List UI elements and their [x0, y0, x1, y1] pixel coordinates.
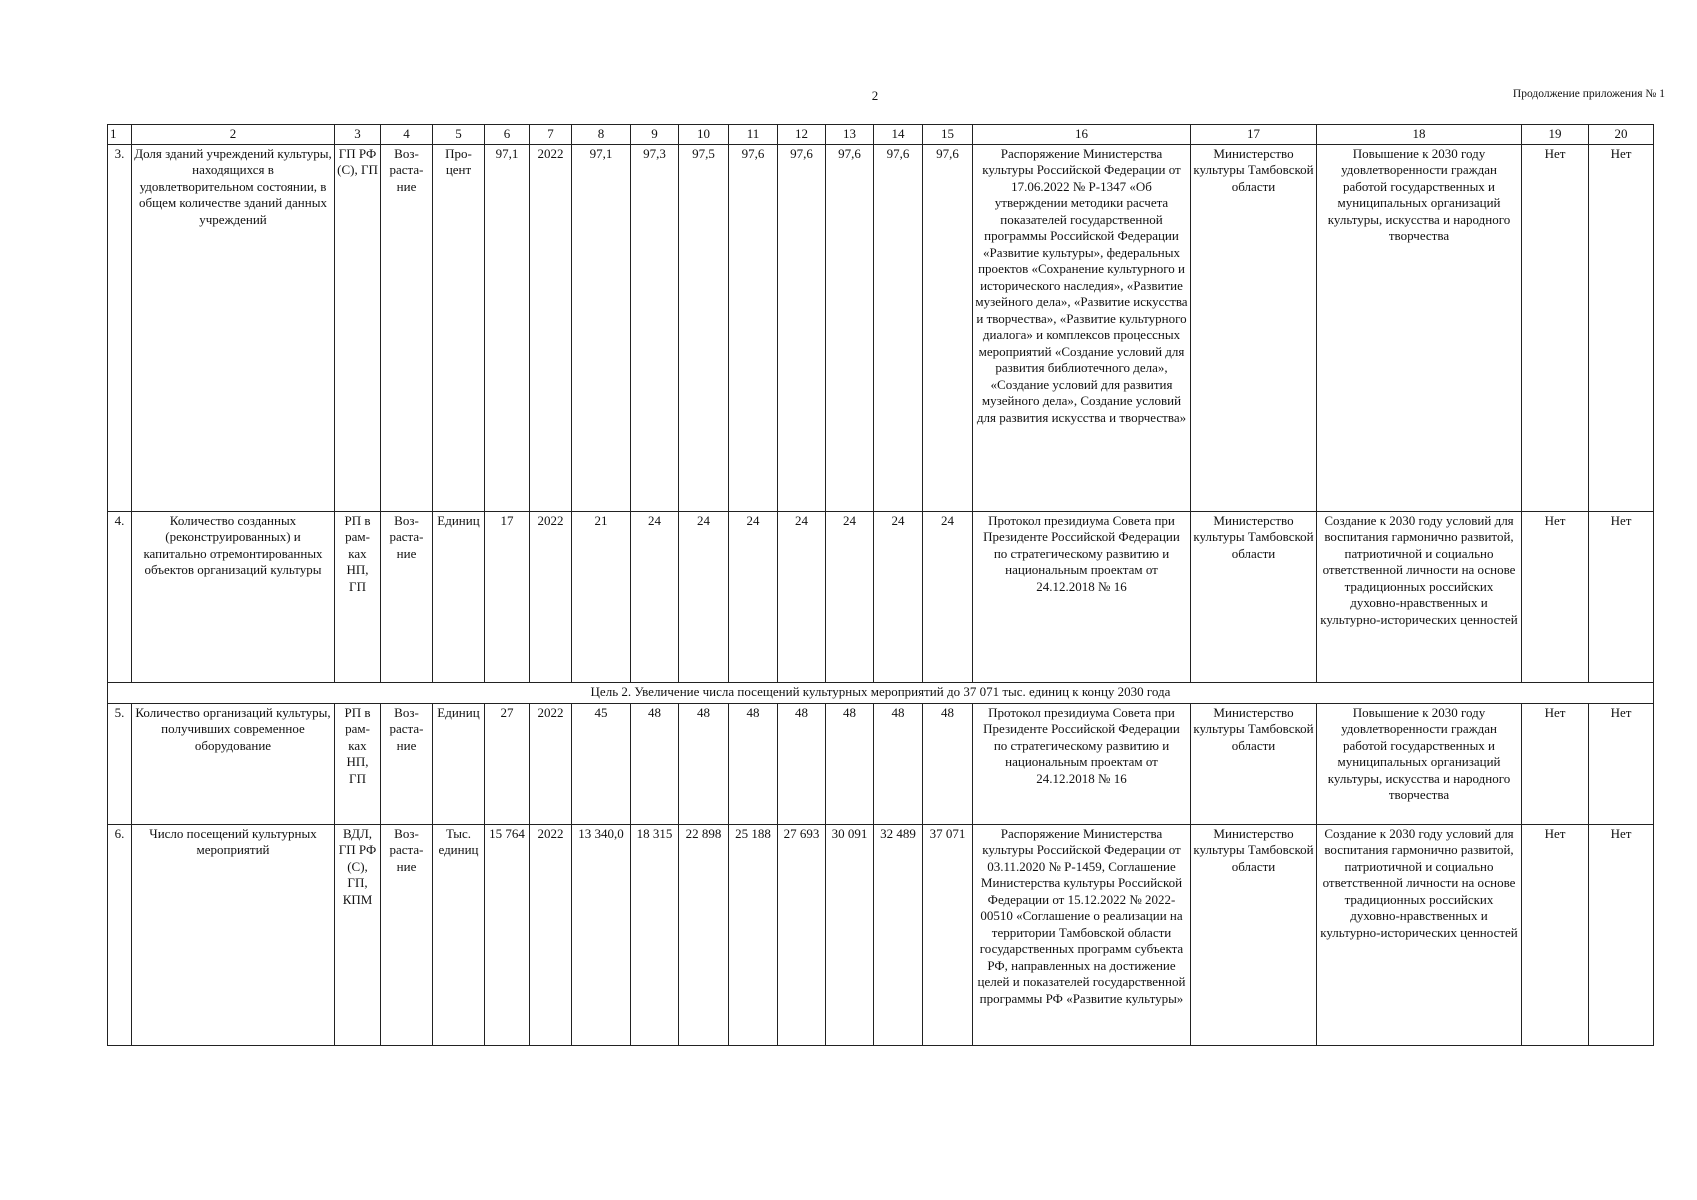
- year-value: 37 071: [923, 824, 973, 1045]
- national-goal-link: Повышение к 2030 году удовлетворенности граждан работой государственных и муниципальных организаций культуры, искусства и народного творчества: [1317, 144, 1522, 511]
- year-value: 48: [826, 703, 874, 824]
- column-header: 17: [1191, 125, 1317, 145]
- year-value: 25 188: [729, 824, 778, 1045]
- row-number: 6.: [108, 824, 132, 1045]
- year-value: 48: [631, 703, 679, 824]
- indicator-trend: Воз-раста-ние: [381, 824, 433, 1045]
- indicator-unit: Про-цент: [433, 144, 485, 511]
- year-value: 24: [679, 511, 729, 682]
- year-value: 97,6: [874, 144, 923, 511]
- col-20-value: Нет: [1589, 511, 1654, 682]
- indicator-trend: Воз-раста-ние: [381, 703, 433, 824]
- column-header: 3: [335, 125, 381, 145]
- goal-heading: Цель 2. Увеличение числа посещений культурных мероприятий до 37 071 тыс. единиц к концу 2030 года: [108, 682, 1654, 703]
- col-20-value: Нет: [1589, 824, 1654, 1045]
- indicator-name: Число посещений культурных мероприятий: [132, 824, 335, 1045]
- year-value: 48: [923, 703, 973, 824]
- base-year: 2022: [530, 511, 572, 682]
- column-header: 9: [631, 125, 679, 145]
- year-value: 24: [826, 511, 874, 682]
- row-number: 5.: [108, 703, 132, 824]
- base-value: 27: [485, 703, 530, 824]
- year-value: 24: [729, 511, 778, 682]
- column-header: 10: [679, 125, 729, 145]
- source-document: Протокол президиума Совета при Президенте Российской Федерации по стратегическому развитию и национальным проектам от 24.12.2018 № 16: [973, 703, 1191, 824]
- column-header: 6: [485, 125, 530, 145]
- year-value: 13 340,0: [572, 824, 631, 1045]
- indicators-table: [107, 124, 1654, 1046]
- year-value: 27 693: [778, 824, 826, 1045]
- table-row: [108, 511, 1654, 682]
- year-value: 21: [572, 511, 631, 682]
- indicator-unit: Единиц: [433, 703, 485, 824]
- row-number: 4.: [108, 511, 132, 682]
- source-document: Протокол президиума Совета при Президенте Российской Федерации по стратегическому развитию и национальным проектам от 24.12.2018 № 16: [973, 511, 1191, 682]
- year-value: 45: [572, 703, 631, 824]
- column-header: 4: [381, 125, 433, 145]
- year-value: 97,1: [572, 144, 631, 511]
- base-value: 97,1: [485, 144, 530, 511]
- appendix-note: Продолжение приложения № 1: [1512, 88, 1665, 100]
- year-value: 97,6: [729, 144, 778, 511]
- indicator-unit: Единиц: [433, 511, 485, 682]
- year-value: 97,3: [631, 144, 679, 511]
- year-value: 97,6: [923, 144, 973, 511]
- year-value: 18 315: [631, 824, 679, 1045]
- column-header: 8: [572, 125, 631, 145]
- table-row: [108, 824, 1654, 1045]
- year-value: 32 489: [874, 824, 923, 1045]
- year-value: 48: [729, 703, 778, 824]
- col-19-value: Нет: [1522, 824, 1589, 1045]
- year-value: 24: [874, 511, 923, 682]
- column-header: 1: [108, 125, 132, 145]
- indicator-level: ГП РФ (С), ГП: [335, 144, 381, 511]
- base-year: 2022: [530, 824, 572, 1045]
- year-value: 24: [631, 511, 679, 682]
- indicator-level: ВДЛ, ГП РФ (С), ГП, КПМ: [335, 824, 381, 1045]
- responsible-body: Министерство культуры Тамбовской области: [1191, 703, 1317, 824]
- column-number-row: [108, 125, 1654, 145]
- column-header: 16: [973, 125, 1191, 145]
- column-header: 15: [923, 125, 973, 145]
- year-value: 24: [778, 511, 826, 682]
- indicator-level: РП в рам-ках НП, ГП: [335, 703, 381, 824]
- goal-row: [108, 682, 1654, 703]
- base-year: 2022: [530, 144, 572, 511]
- column-header: 11: [729, 125, 778, 145]
- year-value: 22 898: [679, 824, 729, 1045]
- col-19-value: Нет: [1522, 144, 1589, 511]
- row-number: 3.: [108, 144, 132, 511]
- column-header: 5: [433, 125, 485, 145]
- col-19-value: Нет: [1522, 703, 1589, 824]
- responsible-body: Министерство культуры Тамбовской области: [1191, 144, 1317, 511]
- column-header: 13: [826, 125, 874, 145]
- national-goal-link: Создание к 2030 году условий для воспитания гармонично развитой, патриотичной и социально ответственной личности на основе традиционных российских духовно-нравственных и культурно-исторических ценностей: [1317, 511, 1522, 682]
- column-header: 18: [1317, 125, 1522, 145]
- year-value: 48: [679, 703, 729, 824]
- indicator-unit: Тыс. единиц: [433, 824, 485, 1045]
- table-row: [108, 703, 1654, 824]
- column-header: 7: [530, 125, 572, 145]
- responsible-body: Министерство культуры Тамбовской области: [1191, 511, 1317, 682]
- indicator-name: Доля зданий учреждений культуры, находящихся в удовлетворительном состоянии, в общем количестве зданий данных учреждений: [132, 144, 335, 511]
- indicator-name: Количество организаций культуры, получивших современное оборудование: [132, 703, 335, 824]
- year-value: 30 091: [826, 824, 874, 1045]
- national-goal-link: Создание к 2030 году условий для воспитания гармонично развитой, патриотичной и социально ответственной личности на основе традиционных российских духовно-нравственных и культурно-исторических ценностей: [1317, 824, 1522, 1045]
- national-goal-link: Повышение к 2030 году удовлетворенности граждан работой государственных и муниципальных организаций культуры, искусства и народного творчества: [1317, 703, 1522, 824]
- indicator-trend: Воз-раста-ние: [381, 144, 433, 511]
- indicator-level: РП в рам-ках НП, ГП: [335, 511, 381, 682]
- column-header: 12: [778, 125, 826, 145]
- base-value: 15 764: [485, 824, 530, 1045]
- indicator-name: Количество созданных (реконструированных) и капитально отремонтированных объектов организаций культуры: [132, 511, 335, 682]
- column-header: 20: [1589, 125, 1654, 145]
- col-20-value: Нет: [1589, 144, 1654, 511]
- base-value: 17: [485, 511, 530, 682]
- page-number: 2: [871, 88, 879, 103]
- column-header: 19: [1522, 125, 1589, 145]
- year-value: 24: [923, 511, 973, 682]
- column-header: 14: [874, 125, 923, 145]
- col-20-value: Нет: [1589, 703, 1654, 824]
- indicator-trend: Воз-раста-ние: [381, 511, 433, 682]
- column-header: 2: [132, 125, 335, 145]
- source-document: Распоряжение Министерства культуры Российской Федерации от 03.11.2020 № Р-1459, Соглашение Министерства культуры Российской Федерации от 15.12.2022 № 2022-00510 «Соглашение о реализации на территории Тамбовской области государственных программ субъекта РФ, направленных на достижение целей и показателей государственной программы РФ «Развитие культуры»: [973, 824, 1191, 1045]
- table-row: [108, 144, 1654, 511]
- base-year: 2022: [530, 703, 572, 824]
- year-value: 48: [778, 703, 826, 824]
- year-value: 97,5: [679, 144, 729, 511]
- year-value: 48: [874, 703, 923, 824]
- source-document: Распоряжение Министерства культуры Российской Федерации от 17.06.2022 № Р-1347 «Об утверждении методики расчета показателей государственной программы Российской Федерации «Развитие культуры», федеральных проектов «Сохранение культурного и исторического наследия», «Развитие музейного дела», «Развитие искусства и творчества», «Развитие культурного диалога» и комплексов процессных мероприятий «Создание условий для развития библиотечного дела», «Создание условий для развития музейного дела», Создание условий для развития искусства и творчества»: [973, 144, 1191, 511]
- col-19-value: Нет: [1522, 511, 1589, 682]
- year-value: 97,6: [826, 144, 874, 511]
- year-value: 97,6: [778, 144, 826, 511]
- responsible-body: Министерство культуры Тамбовской области: [1191, 824, 1317, 1045]
